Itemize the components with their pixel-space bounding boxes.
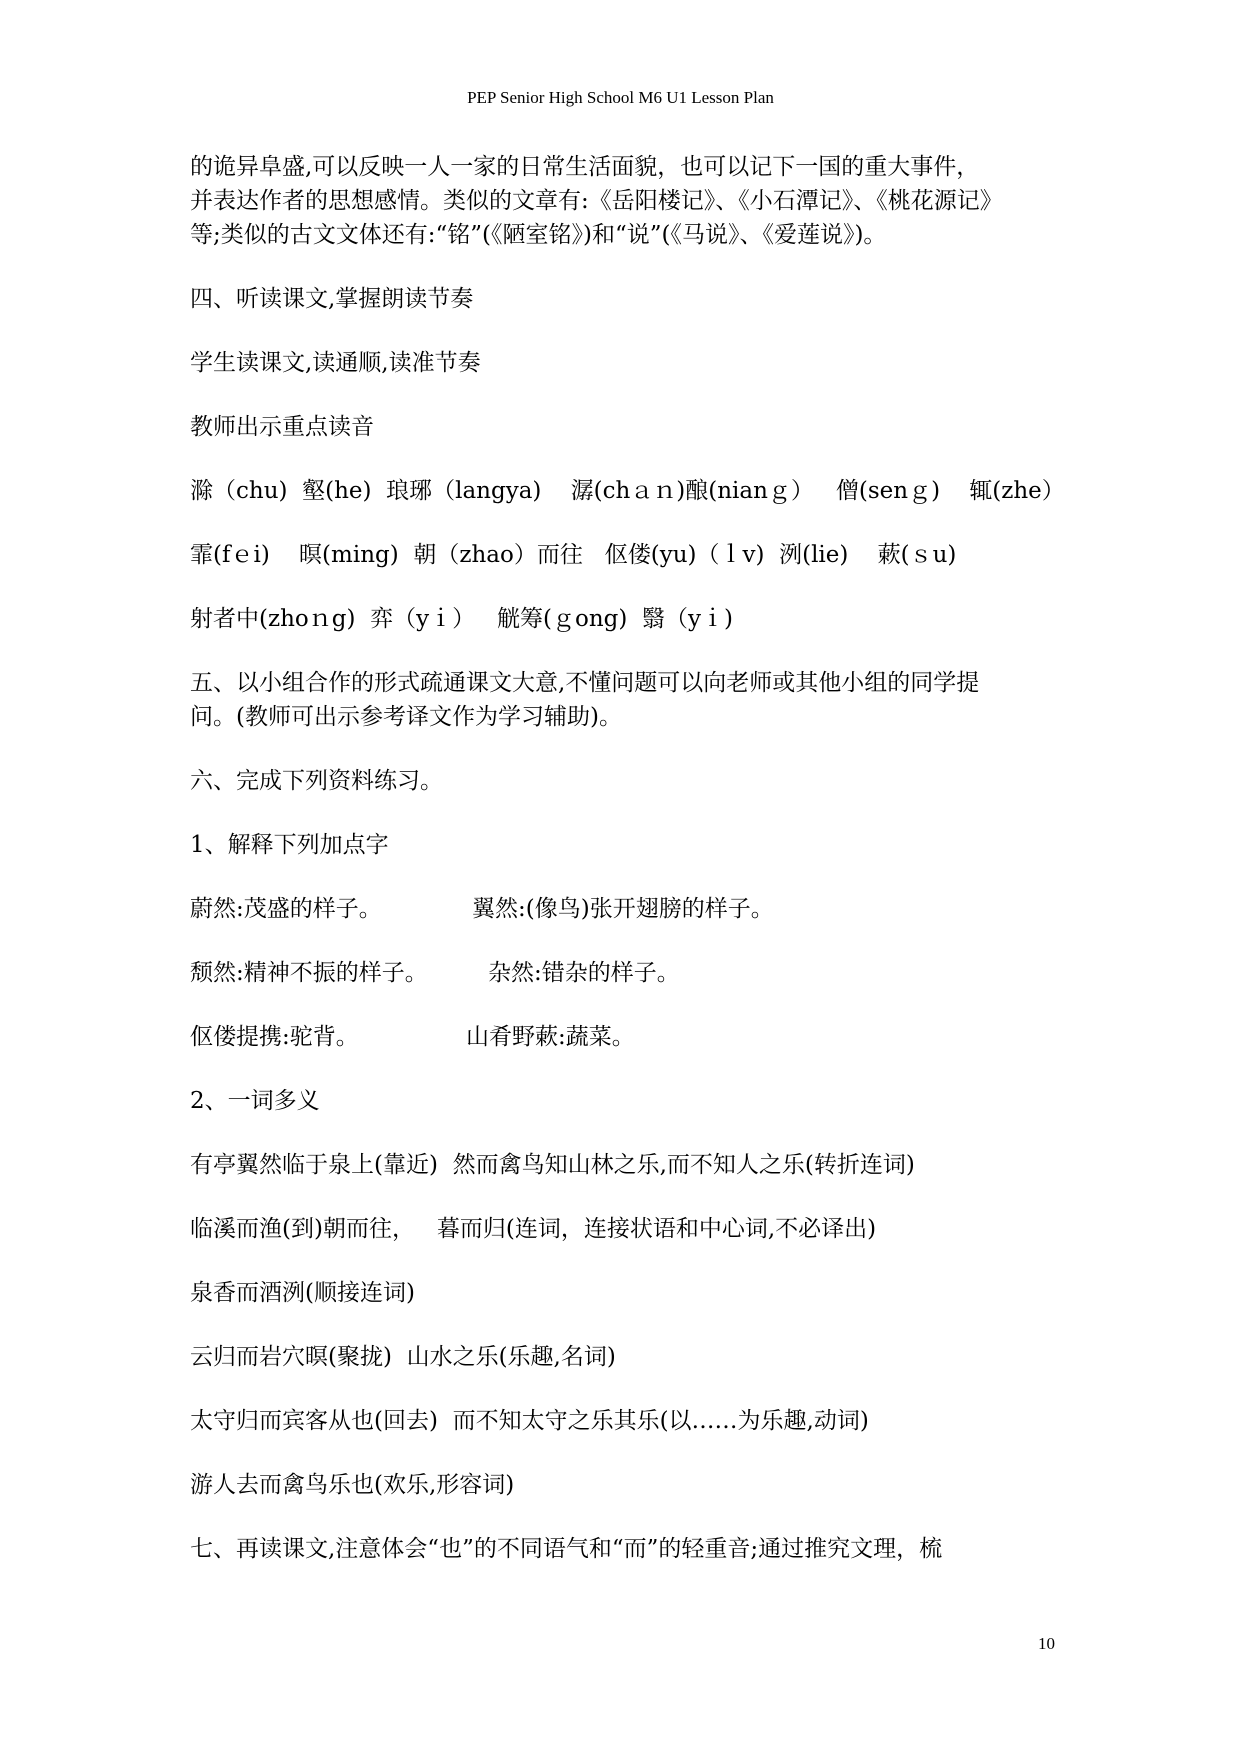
section-4-line-1: 学生读课文,读通顺,读准节奏 (190, 350, 481, 376)
section-6-sub-2: 2、一词多义 (190, 1088, 320, 1114)
polysemy-item: 太守归而宾客从也(回去) 而不知太守之乐其乐(以……为乐趣,动词) (190, 1408, 869, 1434)
section-5-line-2: 问。(教师可出示参考译文作为学习辅助)。 (190, 704, 622, 730)
intro-line-3: 等;类似的古文文体还有:“铭”(《陋室铭》)和“说”(《马说》、《爱莲说》)。 (190, 222, 887, 248)
definition-row (190, 956, 1065, 990)
definition-right: 山肴野蔌:蔬菜。 (466, 1024, 635, 1050)
polysemy-item: 云归而岩穴暝(聚拢) 山水之乐(乐趣,名词) (190, 1344, 616, 1370)
document-body (190, 150, 1065, 1596)
definition-row (190, 1020, 1065, 1054)
definition-left: 蔚然:茂盛的样子。 (190, 896, 382, 922)
intro-line-2: 并表达作者的思想感情。类似的文章有:《岳阳楼记》、《小石潭记》、《桃花源记》 (190, 188, 1003, 214)
page-header: PEP Senior High School M6 U1 Lesson Plan (467, 88, 774, 107)
pronunciation-line-1: 滁（chu) 壑(he) 琅琊（langya) 潺(chａｎ)酿(nianｇ） 僧(senｇ) 辄(zhe） (190, 478, 1065, 504)
definition-right: 翼然:(像鸟)张开翅膀的样子。 (472, 896, 774, 922)
pronunciation-line-3: 射者中(zhoｎg) 弈（yｉ） 觥筹(ｇong) 翳（yｉ) (190, 606, 733, 632)
pronunciation-line-2: 霏(fｅi) 暝(ming) 朝（zhao）而往 伛偻(yu)（ｌv) 洌(lie) 蔌(ｓu) (190, 542, 957, 568)
intro-line-1: 的诡异阜盛,可以反映一人一家的日常生活面貌，也可以记下一国的重大事件， (190, 154, 980, 180)
polysemy-item: 有亭翼然临于泉上(靠近) 然而禽鸟知山林之乐,而不知人之乐(转折连词) (190, 1152, 915, 1178)
page-number: 10 (1038, 1634, 1055, 1653)
definition-row (190, 892, 1065, 926)
definition-left: 颓然:精神不振的样子。 (190, 960, 428, 986)
section-5-paragraph (190, 666, 1065, 734)
section-4-title: 四、听读课文,掌握朗读节奏 (190, 286, 474, 312)
section-6-title: 六、完成下列资料练习。 (190, 768, 443, 794)
section-5-line-1: 五、以小组合作的形式疏通课文大意,不懂问题可以向老师或其他小组的同学提 (190, 670, 980, 696)
polysemy-item: 临溪而渔(到)朝而往， 暮而归(连词，连接状语和中心词,不必译出) (190, 1216, 877, 1242)
polysemy-item: 游人去而禽鸟乐也(欢乐,形容词) (190, 1472, 515, 1498)
section-6-sub-1: 1、解释下列加点字 (190, 832, 389, 858)
intro-paragraph (190, 150, 1065, 252)
definition-right: 杂然:错杂的样子。 (488, 960, 680, 986)
section-7-line: 七、再读课文,注意体会“也”的不同语气和“而”的轻重音;通过推究文理，梳 (190, 1536, 943, 1562)
definition-left: 伛偻提携:驼背。 (190, 1024, 359, 1050)
section-4-line-2: 教师出示重点读音 (190, 414, 374, 440)
polysemy-item: 泉香而酒洌(顺接连词) (190, 1280, 415, 1306)
